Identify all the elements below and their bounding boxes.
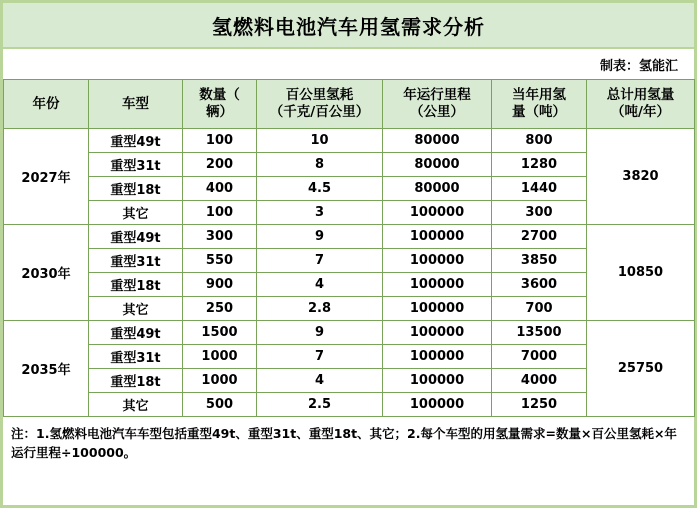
consumption-cell: 2.5 [257, 393, 383, 417]
consumption-cell: 4.5 [257, 177, 383, 201]
mileage-cell: 100000 [383, 369, 492, 393]
column-header-total [587, 80, 695, 129]
column-header-year-line1: 年份 [32, 95, 60, 112]
consumption-cell: 2.8 [257, 297, 383, 321]
hydrogen-cell: 700 [492, 297, 587, 321]
count-cell: 250 [183, 297, 257, 321]
model-cell: 重型18t [89, 273, 183, 297]
column-header-year [4, 80, 89, 129]
year-cell: 2035年 [4, 321, 89, 417]
hydrogen-cell: 300 [492, 201, 587, 225]
hydrogen-cell: 1280 [492, 153, 587, 177]
consumption-cell: 3 [257, 201, 383, 225]
column-header-total-line2: （吨/年） [611, 104, 670, 120]
hydrogen-demand-table [3, 79, 695, 417]
count-cell: 400 [183, 177, 257, 201]
column-header-consumption [257, 80, 383, 129]
column-header-hydrogen-line2: 量（吨） [512, 104, 566, 120]
column-header-count-line1: 数量（ [199, 87, 240, 104]
mileage-cell: 100000 [383, 345, 492, 369]
table-row [4, 129, 695, 153]
mileage-cell: 100000 [383, 273, 492, 297]
hydrogen-cell: 1250 [492, 393, 587, 417]
hydrogen-cell: 3600 [492, 273, 587, 297]
column-header-model-line1: 车型 [122, 95, 149, 112]
column-header-model [89, 80, 183, 129]
column-header-hydrogen-line1: 当年用氢 [512, 87, 566, 104]
total-cell: 25750 [587, 321, 695, 417]
mileage-cell: 100000 [383, 201, 492, 225]
table-body [4, 129, 695, 417]
count-cell: 1500 [183, 321, 257, 345]
mileage-cell: 80000 [383, 153, 492, 177]
title-bar [3, 3, 694, 49]
count-cell: 1000 [183, 345, 257, 369]
total-cell: 10850 [587, 225, 695, 321]
model-cell: 重型18t [89, 177, 183, 201]
year-cell: 2030年 [4, 225, 89, 321]
model-cell: 重型49t [89, 129, 183, 153]
model-cell: 重型31t [89, 153, 183, 177]
column-header-count-line2: 辆） [206, 104, 233, 120]
count-cell: 200 [183, 153, 257, 177]
consumption-cell: 7 [257, 345, 383, 369]
table-header-row [4, 80, 695, 129]
page-title: 氢燃料电池汽车用氢需求分析 [212, 14, 485, 39]
count-cell: 1000 [183, 369, 257, 393]
model-cell: 重型18t [89, 369, 183, 393]
count-cell: 300 [183, 225, 257, 249]
column-header-hydrogen [492, 80, 587, 129]
model-cell: 重型49t [89, 321, 183, 345]
table-row [4, 321, 695, 345]
hydrogen-cell: 7000 [492, 345, 587, 369]
mileage-cell: 100000 [383, 321, 492, 345]
hydrogen-cell: 13500 [492, 321, 587, 345]
year-cell: 2027年 [4, 129, 89, 225]
consumption-cell: 8 [257, 153, 383, 177]
hydrogen-cell: 4000 [492, 369, 587, 393]
hydrogen-cell: 800 [492, 129, 587, 153]
credit-text: 制表：氢能汇 [599, 58, 678, 74]
consumption-cell: 4 [257, 273, 383, 297]
credit-row [3, 49, 694, 79]
model-cell: 重型49t [89, 225, 183, 249]
column-header-mileage-line1: 年运行里程 [403, 87, 471, 104]
model-cell: 其它 [89, 201, 183, 225]
column-header-consumption-line1: 百公里氢耗 [285, 87, 354, 104]
mileage-cell: 100000 [383, 393, 492, 417]
consumption-cell: 10 [257, 129, 383, 153]
column-header-consumption-line2: （千克/百公里） [269, 104, 370, 120]
count-cell: 100 [183, 201, 257, 225]
column-header-mileage-line2: （公里） [410, 104, 464, 120]
consumption-cell: 4 [257, 369, 383, 393]
model-cell: 重型31t [89, 249, 183, 273]
mileage-cell: 100000 [383, 297, 492, 321]
table-row [4, 225, 695, 249]
count-cell: 500 [183, 393, 257, 417]
consumption-cell: 7 [257, 249, 383, 273]
hydrogen-cell: 1440 [492, 177, 587, 201]
mileage-cell: 80000 [383, 129, 492, 153]
consumption-cell: 9 [257, 321, 383, 345]
count-cell: 550 [183, 249, 257, 273]
mileage-cell: 80000 [383, 177, 492, 201]
total-cell: 3820 [587, 129, 695, 225]
count-cell: 100 [183, 129, 257, 153]
hydrogen-cell: 3850 [492, 249, 587, 273]
footnote: 注：1.氢燃料电池汽车车型包括重型49t、重型31t、重型18t、其它；2.每个车型的用氢量需求=数量×百公里氢耗×年运行里程÷100000。 [11, 426, 677, 461]
count-cell: 900 [183, 273, 257, 297]
hydrogen-cell: 2700 [492, 225, 587, 249]
model-cell: 重型31t [89, 345, 183, 369]
column-header-count [183, 80, 257, 129]
mileage-cell: 100000 [383, 249, 492, 273]
mileage-cell: 100000 [383, 225, 492, 249]
consumption-cell: 9 [257, 225, 383, 249]
model-cell: 其它 [89, 297, 183, 321]
model-cell: 其它 [89, 393, 183, 417]
column-header-total-line1: 总计用氢量 [606, 87, 675, 104]
column-header-mileage [383, 80, 492, 129]
